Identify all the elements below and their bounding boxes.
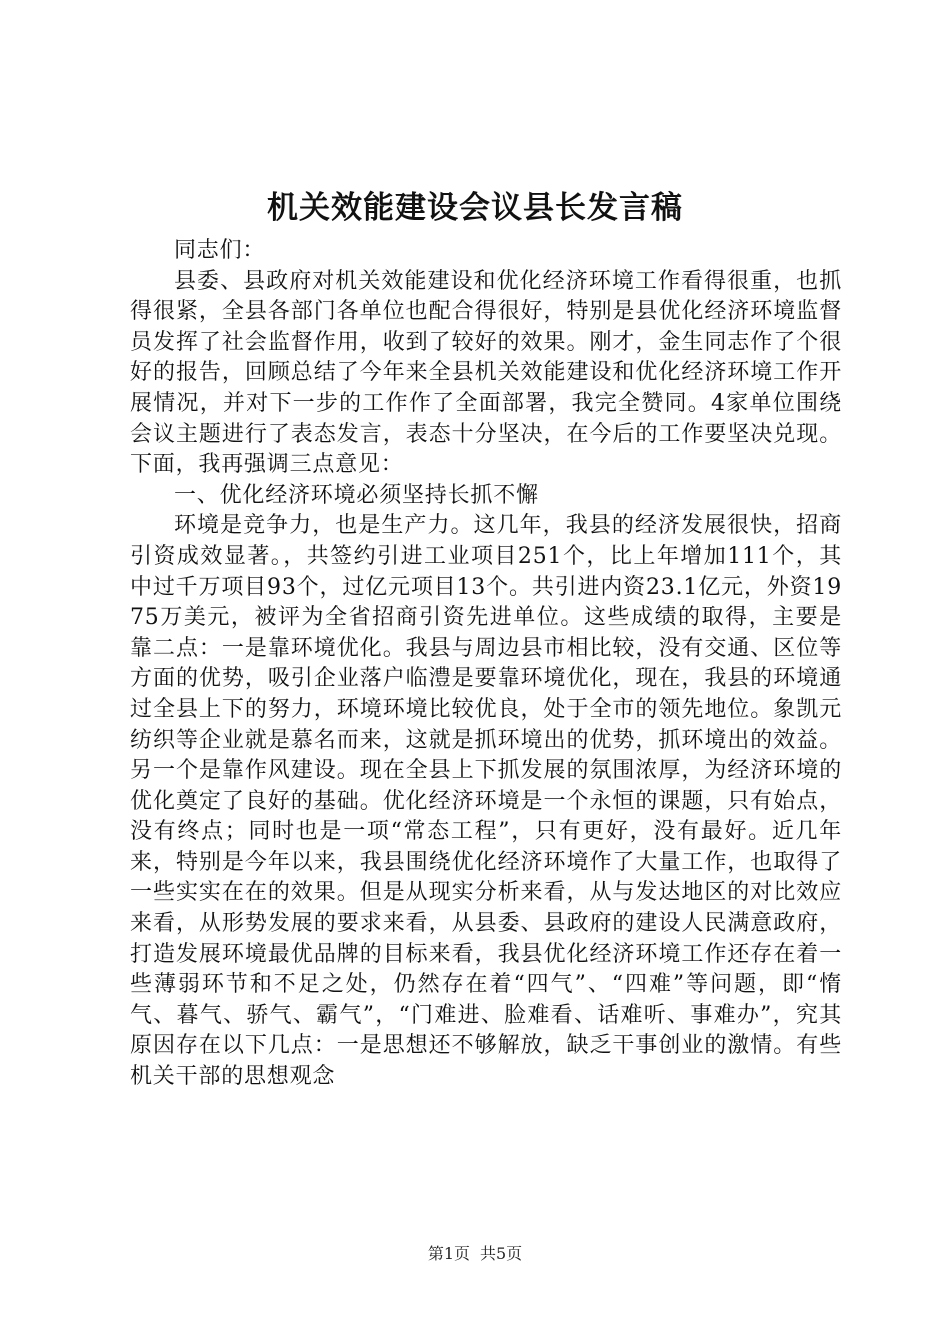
document-title: 机关效能建设会议县长发言稿 xyxy=(267,190,683,226)
section-heading: 一、优化经济环境必须坚持长抓不懈 xyxy=(174,482,539,508)
page-footer xyxy=(0,1243,950,1265)
page-total: 共5页 xyxy=(480,1244,523,1263)
body-paragraph: 环境是竞争力，也是生产力。这几年，我县的经济发展很快，招商引资成效显著。，共签约引进工业项目251个，比上年增加111个，其中过千万项目93个，过亿元项目13个。共引进内资23.1亿元，外资1975万美元，被评为全省招商引资先进单位。这些成绩的取得，主要是靠二点：一是靠环境优化。我县与周边县市相比较，没有交通、区位等方面的优势，吸引企业落户临澧是要靠环境优化，现在，我县的环境通过全县上下的努力，环境环境比较优良，处于全市的领先地位。象凯元纺织等企业就是慕名而来，这就是抓环境出的优势，抓环境出的效益。另一个是靠作风建设。现在全县上下抓发展的氛围浓厚，为经济环境的优化奠定了良好的基础。优化经济环境是一个永恒的课题，只有始点，没有终点；同时也是一项“常态工程”，只有更好，没有最好。近几年来，特别是今年以来，我县围绕优化经济环境作了大量工作，也取得了一些实实在在的效果。但是从现实分析来看，从与发达地区的对比效应来看，从形势发展的要求来看，从县委、县政府的建设人民满意政府，打造发展环境最优品牌的目标来看，我县优化经济环境工作还存在着一些薄弱环节和不足之处，仍然存在着“四气”、“四难”等问题，即“惰气、暮气、骄气、霸气”，“门难进、脸难看、话难听、事难办”，究其原因存在以下几点：一是思想还不够解放，缺乏干事创业的激情。有些机关干部的思想观念 xyxy=(130,513,842,1090)
document-body xyxy=(130,236,842,1093)
body-paragraph: 县委、县政府对机关效能建设和优化经济环境工作看得很重，也抓得很紧，全县各部门各单位也配合得很好，特别是县优化经济环境监督员发挥了社会监督作用，收到了较好的效果。刚才，金生同志作了个很好的报告，回顾总结了今年来全县机关效能建设和优化经济环境工作开展情况，并对下一步的工作作了全面部署，我完全赞同。4家单位围绕会议主题进行了表态发言，表态十分坚决，在今后的工作要坚决兑现。下面，我再强调三点意见： xyxy=(130,268,842,478)
salutation-paragraph: 同志们： xyxy=(174,238,266,263)
page-number: 第1页 xyxy=(427,1244,470,1263)
